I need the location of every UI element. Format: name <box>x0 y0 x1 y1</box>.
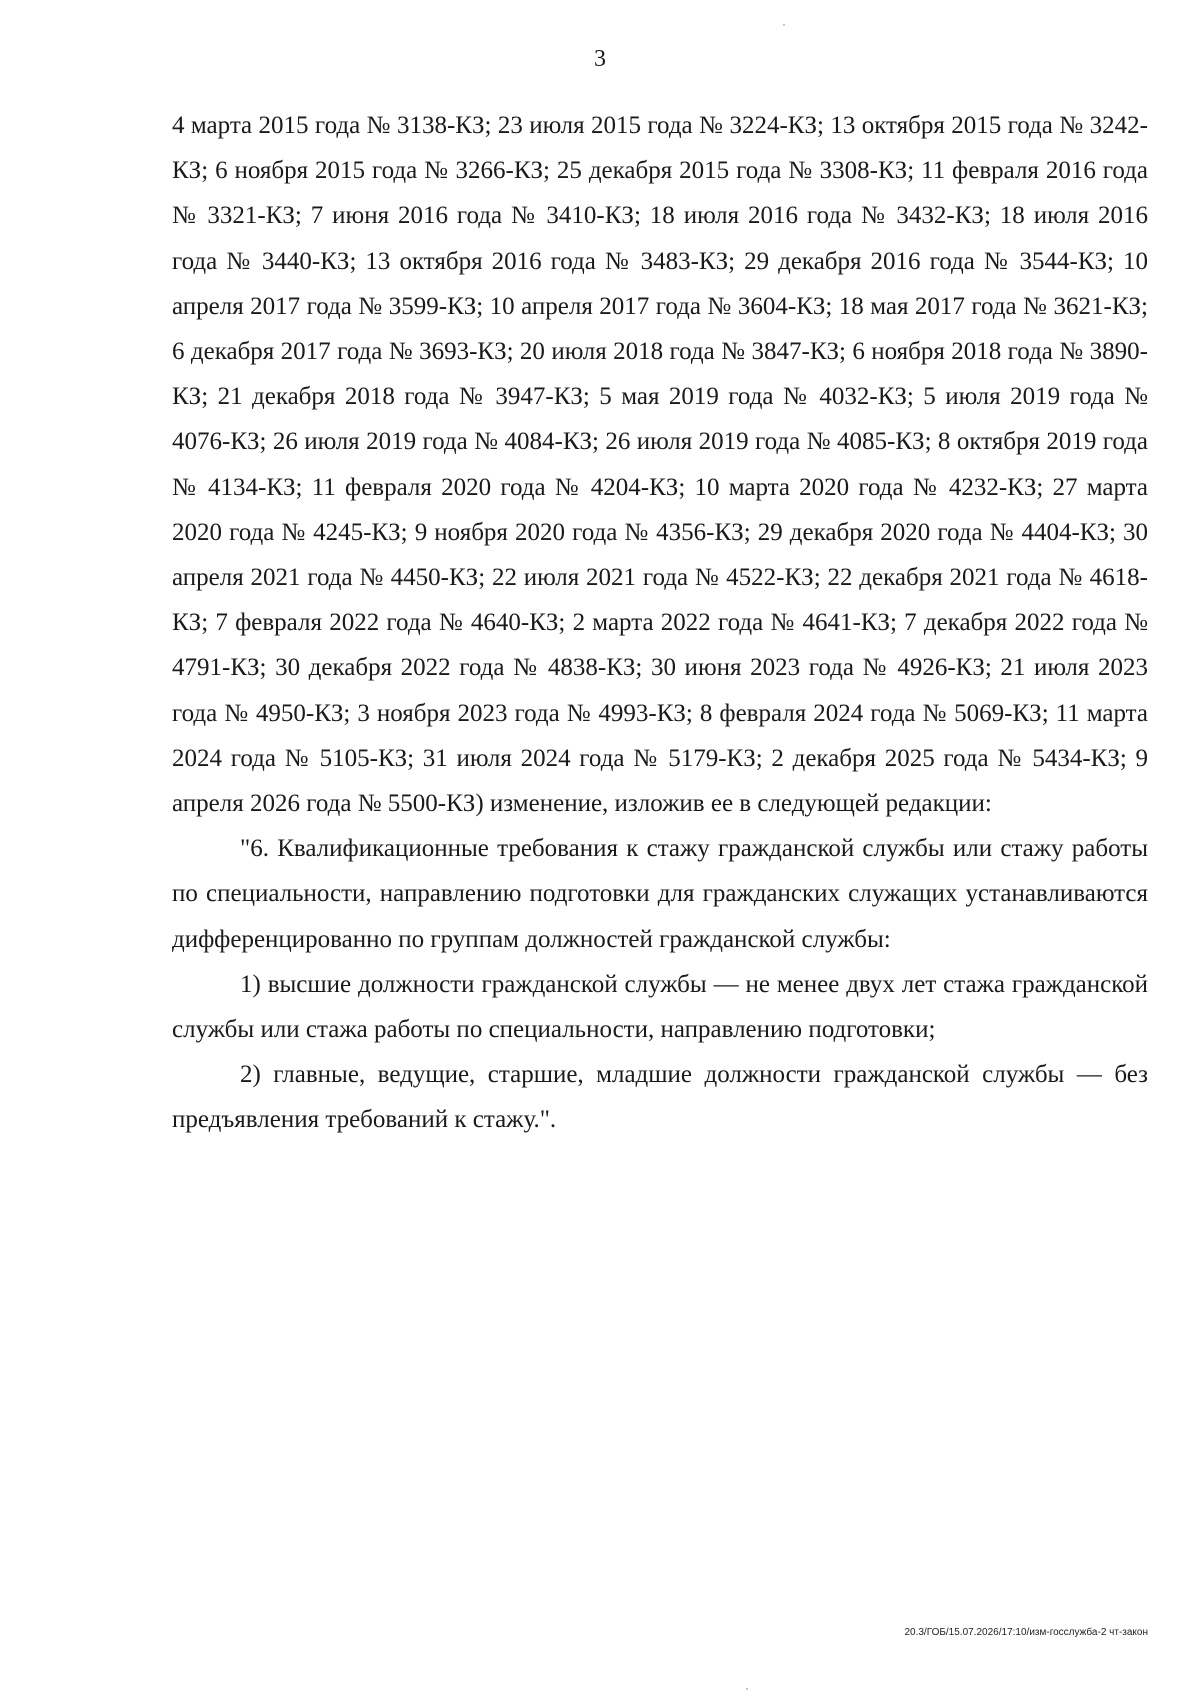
document-body <box>172 103 1148 1143</box>
scan-speck <box>783 24 785 26</box>
list-item-1: 1) высшие должности гражданской службы — не менее двух лет стажа гражданской службы или стажа работы по специальности, направлению подготовки; <box>172 970 1148 1044</box>
amendment-list-paragraph: 4 марта 2015 года № 3138-КЗ; 23 июля 2015 года № 3224-КЗ; 13 октября 2015 года № 3242-КЗ; 6 ноября 2015 года № 3266-КЗ; 25 декабря 2015 года № 3308-КЗ; 11 февраля 2016 года № 3321-КЗ; 7 июня 2016 года № 3410-КЗ; 18 июля 2016 года № 3432-КЗ; 18 июля 2016 года № 3440-КЗ; 13 октября 2016 года № 3483-КЗ; 29 декабря 2016 года № 3544-КЗ; 10 апреля 2017 года № 3599-КЗ; 10 апреля 2017 года № 3604-КЗ; 18 мая 2017 года № 3621-КЗ; 6 декабря 2017 года № 3693-КЗ; 20 июля 2018 года № 3847-КЗ; 6 ноября 2018 года № 3890-КЗ; 21 декабря 2018 года № 3947-КЗ; 5 мая 2019 года № 4032-КЗ; 5 июля 2019 года № 4076-КЗ; 26 июля 2019 года № 4084-КЗ; 26 июля 2019 года № 4085-КЗ; 8 октября 2019 года № 4134-КЗ; 11 февраля 2020 года № 4204-КЗ; 10 марта 2020 года № 4232-КЗ; 27 марта 2020 года № 4245-КЗ; 9 ноября 2020 года № 4356-КЗ; 29 декабря 2020 года № 4404-КЗ; 30 апреля 2021 года № 4450-КЗ; 22 июля 2021 года № 4522-КЗ; 22 декабря 2021 года № 4618-КЗ; 7 февраля 2022 года № 4640-КЗ; 2 марта 2022 года № 4641-КЗ; 7 декабря 2022 года № 4791-КЗ; 30 декабря 2022 года № 4838-КЗ; 30 июня 2023 года № 4926-КЗ; 21 июля 2023 года № 4950-КЗ; 3 ноября 2023 года № 4993-КЗ; 8 февраля 2024 года № 5069-КЗ; 11 марта 2024 года № 5105-КЗ; 31 июля 2024 года № 5179-КЗ; 2 декабря 2025 года № 5434-КЗ; 9 апреля 2026 года № 5500-КЗ) изменение, изложив ее в следующей редакции: <box>172 112 1148 818</box>
document-code: 20.3/ГОБ/15.07.2026/17:10/изм-госслужба-2 чт-закон <box>904 1627 1148 1638</box>
page-number: 3 <box>594 46 606 72</box>
scan-speck <box>746 1688 748 1690</box>
paragraph-6: "6. Квалификационные требования к стажу гражданской службы или стажу работы по специальности, направлению подготовки для гражданских служащих устанавливаются дифференцированно по группам должностей гражданской службы: <box>172 835 1148 953</box>
list-item-2: 2) главные, ведущие, старшие, младшие должности гражданской службы — без предъявления требований к стажу.". <box>172 1061 1148 1134</box>
